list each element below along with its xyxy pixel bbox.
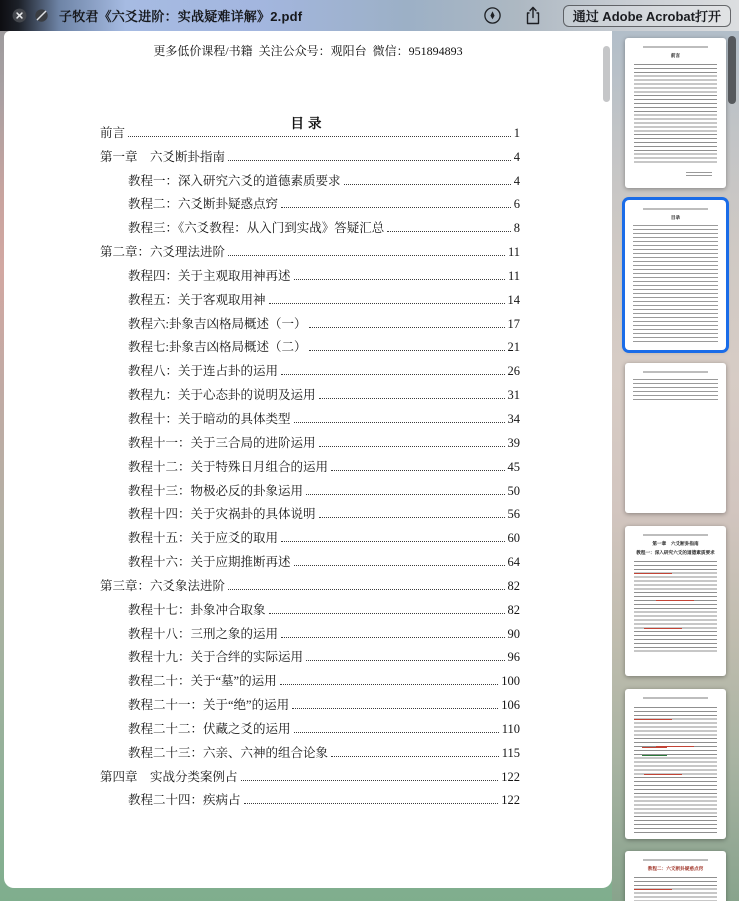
toc-entry-page-number: 122 [501,769,520,784]
share-icon [525,6,541,25]
toc-entry[interactable] [100,332,520,356]
close-circle-icon [12,8,27,23]
thumb-subheading: 教程一：深入研究六爻的道德素质要求 [636,550,715,556]
toc-entry-page-number: 90 [507,626,520,641]
toc-entry-page-number: 11 [507,268,520,283]
toc-dot-leader [319,517,505,518]
thumb-header-line [643,859,708,861]
toc-entry-label: 教程三：《六爻教程：从入门到实战》答疑汇总 [128,221,385,236]
toc-entry-page-number: 96 [507,650,520,665]
toc-entry-page-number: 1 [513,125,520,140]
thumb-body-text [634,561,717,653]
toc-dot-leader [281,637,504,638]
toc-dot-leader [294,732,499,733]
toc-entry[interactable] [100,737,520,761]
toc-entry[interactable] [100,713,520,737]
toc-dot-leader [241,780,499,781]
toc-dot-leader [319,446,505,447]
toc-entry[interactable] [100,546,520,570]
toc-list [100,117,520,808]
toc-entry-label: 教程八：关于连占卦的运用 [128,364,279,379]
toc-entry[interactable] [100,499,520,523]
promo-header-text: 更多低价课程/书籍 关注公众号：观阳台 微信：951894893 [153,44,463,58]
toc-entry-label: 第三章：六爻象法进阶 [100,578,226,593]
toc-entry-label: 教程十八：三刑之象的运用 [128,626,279,641]
toc-dot-leader [387,231,510,232]
toc-dot-leader [331,470,504,471]
open-with-acrobat-button[interactable]: 通过 Adobe Acrobat打开 [563,5,731,27]
thumb-header-line [643,697,708,699]
toc-entry-page-number: 31 [507,388,520,403]
thumb-toc-lines [633,379,718,401]
toc-entry-page-number: 60 [507,531,520,546]
toc-entry-label: 教程六:卦象吉凶格局概述（一） [128,316,307,331]
toc-entry[interactable] [100,570,520,594]
toc-entry-label: 教程一：深入研究六爻的道德素质要求 [128,173,341,188]
toc-entry-label: 教程九：关于心态卦的说明及运用 [128,388,316,403]
toc-entry[interactable] [100,665,520,689]
toc-entry-label: 教程十六：关于应期推断再述 [128,555,291,570]
toc-entry[interactable] [100,355,520,379]
toc-dot-leader [306,660,504,661]
toc-dot-leader [269,613,505,614]
toc-entry[interactable] [100,642,520,666]
toc-entry[interactable] [100,522,520,546]
share-button[interactable] [525,6,541,25]
toc-entry-page-number: 8 [513,221,520,236]
toc-entry-label: 教程二十三：六亲、六神的组合论象 [128,745,329,760]
toc-entry[interactable] [100,689,520,713]
toc-entry-label: 教程十九：关于合绊的实际运用 [128,650,304,665]
toc-entry-label: 第四章 实战分类案例占 [100,769,238,784]
toc-entry[interactable] [100,284,520,308]
toc-dot-leader [269,303,505,304]
toc-entry-page-number: 122 [501,793,520,808]
toc-entry-page-number: 4 [513,173,520,188]
toc-entry-label: 教程七:卦象吉凶格局概述（二） [128,340,307,355]
thumb-heading: 第一章 六爻断卦指南 [652,541,699,547]
toc-dot-leader [281,374,504,375]
document-scrollbar[interactable] [603,46,610,102]
thumb-signature [686,172,712,178]
prohibition-icon [34,8,49,23]
thumbnail-sidebar [612,31,739,901]
toc-dot-leader [309,350,504,351]
toc-dot-leader [280,684,499,685]
toc-entry-label: 教程十七：卦象冲合取象 [128,602,266,617]
sidebar-scrollbar[interactable] [728,36,736,104]
toc-dot-leader [319,398,505,399]
page-thumbnail[interactable] [625,526,726,676]
toc-dot-leader [228,160,511,161]
toc-entry-label: 第一章 六爻断卦指南 [100,149,226,164]
toc-entry[interactable] [100,117,520,141]
page-thumbnail[interactable] [625,38,726,188]
toc-entry-page-number: 50 [507,483,520,498]
toc-entry-label: 教程十二：关于特殊日月组合的运用 [128,459,329,474]
page-thumbnail[interactable] [625,363,726,513]
toc-entry-page-number: 106 [501,698,520,713]
thumb-header-line [643,371,708,373]
thumb-header-line [643,208,708,210]
toc-entry[interactable] [100,212,520,236]
pdf-viewer [4,31,612,888]
toc-entry[interactable] [100,761,520,785]
toc-entry-page-number: 17 [507,316,520,331]
toc-entry-label: 教程十三：物极必反的卦象运用 [128,483,304,498]
toc-entry[interactable] [100,236,520,260]
toc-entry-page-number: 56 [507,507,520,522]
thumb-heading: 前言 [670,53,681,59]
toc-entry[interactable] [100,475,520,499]
toc-entry-label: 教程五：关于客观取用神 [128,292,266,307]
toc-entry[interactable] [100,403,520,427]
toc-dot-leader [294,565,505,566]
thumb-body-text [634,877,717,901]
toc-dot-leader [128,136,511,137]
toc-entry-label: 第二章：六爻理法进阶 [100,245,226,260]
toc-entry-label: 教程四：关于主观取用神再述 [128,268,291,283]
page-thumbnail[interactable] [625,689,726,839]
toc-entry-label: 教程十一：关于三合局的进阶运用 [128,435,316,450]
toc-entry-label: 教程二十一：关于“绝”的运用 [128,698,290,713]
toc-dot-leader [292,708,498,709]
toc-entry[interactable] [100,165,520,189]
toc-entry[interactable] [100,308,520,332]
toc-entry[interactable] [100,618,520,642]
markup-pen-icon [484,7,501,24]
toc-dot-leader [306,494,504,495]
thumb-heading: 目录 [670,215,681,221]
toc-entry[interactable] [100,260,520,284]
thumb-toc-lines [633,225,718,343]
toc-entry-page-number: 110 [501,721,520,736]
toc-entry-page-number: 115 [501,745,520,760]
toc-entry[interactable] [100,594,520,618]
toc-entry[interactable] [100,427,520,451]
toc-entry-page-number: 39 [507,435,520,450]
toc-entry[interactable] [100,189,520,213]
toc-dot-leader [228,255,505,256]
toc-dot-leader [344,184,511,185]
toc-entry-page-number: 26 [507,364,520,379]
toc-entry-page-number: 45 [507,459,520,474]
close-button[interactable] [12,8,27,23]
toc-title: 目录 [290,116,326,131]
toc-entry-page-number: 21 [507,340,520,355]
toc-entry-label: 教程二：六爻断卦疑惑点窍 [128,197,279,212]
toc-dot-leader [228,589,504,590]
thumb-header-line [643,46,708,48]
toc-entry-label: 教程十四：关于灾祸卦的具体说明 [128,507,316,522]
toc-entry-label: 教程十：关于暗动的具体类型 [128,411,291,426]
toc-entry-label: 教程十五：关于应爻的取用 [128,531,279,546]
toc-entry[interactable] [100,451,520,475]
markup-button[interactable] [484,7,501,24]
window-title: 子牧君《六爻进阶：实战疑难详解》2.pdf [59,9,303,24]
page-thumbnail[interactable] [625,200,726,350]
toc-dot-leader [331,756,499,757]
toc-dot-leader [281,541,504,542]
thumb-body-text [634,707,717,833]
toc-entry-page-number: 14 [507,292,520,307]
toc-entry-page-number: 100 [501,674,520,689]
toc-entry-label: 教程二十二：伏藏之爻的运用 [128,721,291,736]
toc-entry[interactable] [100,379,520,403]
toc-dot-leader [294,422,505,423]
thumb-header-line [643,534,708,536]
toc-entry-page-number: 6 [513,197,520,212]
toc-entry-label: 教程二十：关于“墓”的运用 [128,674,277,689]
toc-entry[interactable] [100,141,520,165]
toc-dot-leader [281,207,511,208]
thumb-heading: 教程二：六爻断卦疑惑点窍 [647,866,704,872]
titlebar [0,0,739,31]
toc-entry-label: 前言 [100,125,126,140]
toc-entry-label: 教程二十四：疾病占 [128,793,241,808]
toc-dot-leader [244,803,499,804]
toc-entry[interactable] [100,785,520,809]
toc-dot-leader [309,327,504,328]
toc-entry-page-number: 82 [507,578,520,593]
toc-dot-leader [294,279,505,280]
toc-entry-page-number: 82 [507,602,520,617]
toc-entry-page-number: 4 [513,149,520,164]
toc-entry-page-number: 34 [507,411,520,426]
toc-entry-page-number: 64 [507,555,520,570]
page-thumbnail[interactable] [625,851,726,901]
thumb-body-text [634,64,717,164]
toc-entry-page-number: 11 [507,245,520,260]
